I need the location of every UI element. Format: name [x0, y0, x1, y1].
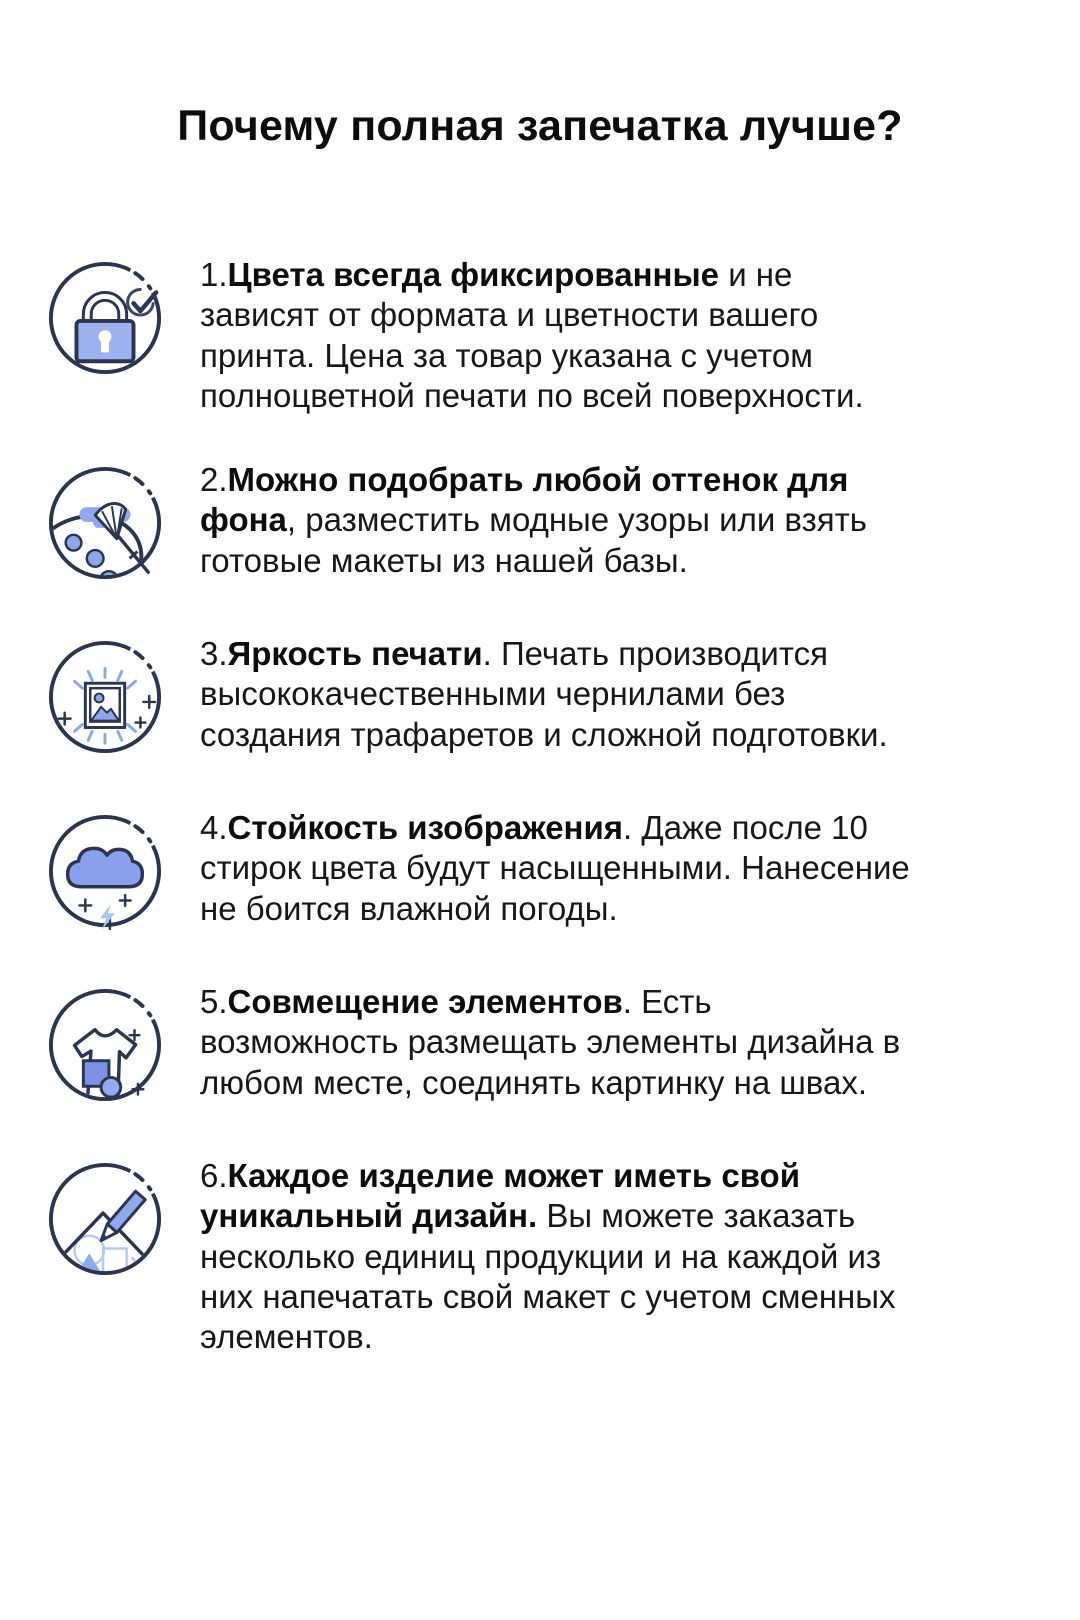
list-item	[46, 635, 1030, 756]
list-item	[46, 983, 1030, 1104]
benefit-number: 1.	[200, 256, 228, 293]
benefits-list	[0, 256, 1080, 1357]
pencil-design-icon	[46, 1160, 164, 1278]
benefit-text	[200, 255, 910, 416]
list-item	[46, 256, 1030, 416]
benefit-number: 2.	[200, 461, 228, 498]
benefit-bold: Совмещение элементов	[227, 983, 623, 1020]
benefit-rest: и не зависят от формата и цветности вашего принта. Цена за товар указана с учетом полноцветной печати по всей поверхности.	[200, 256, 864, 414]
benefit-rest: . Печать производится высококачественными чернилами без создания трафаретов и сложной подготовки.	[200, 635, 888, 753]
benefit-number: 6.	[200, 1157, 228, 1194]
tshirt-elements-icon	[46, 986, 164, 1104]
bright-image-icon	[46, 638, 164, 756]
benefit-bold: Каждое изделие может иметь свой уникальный дизайн.	[200, 1157, 801, 1235]
benefit-bold: Цвета всегда фиксированные	[227, 256, 720, 293]
benefit-bold: Можно подобрать любой оттенок для фона	[200, 461, 849, 539]
benefit-rest: . Даже после 10 стирок цвета будут насыщенными. Нанесение не боится влажной погоды.	[200, 809, 910, 927]
list-item	[46, 1157, 1030, 1357]
benefit-bold: Яркость печати	[227, 635, 483, 672]
list-item	[46, 461, 1030, 582]
benefit-number: 3.	[200, 635, 228, 672]
list-item	[46, 809, 1030, 930]
page-title: Почему полная запечатка лучше?	[177, 102, 903, 150]
palette-brush-icon	[46, 464, 164, 582]
benefit-bold: Стойкость изображения	[227, 809, 624, 846]
weather-cloud-icon	[46, 812, 164, 930]
benefit-rest: , разместить модные узоры или взять готовые макеты из нашей базы.	[200, 501, 867, 579]
benefit-text	[200, 460, 910, 581]
lock-check-icon	[46, 259, 164, 377]
benefit-text	[200, 634, 910, 755]
benefit-rest: Вы можете заказать несколько единиц продукции и на каждой из них напечатать свой макет с учетом сменных элементов.	[200, 1197, 896, 1355]
benefit-number: 4.	[200, 809, 228, 846]
benefit-number: 5.	[200, 983, 228, 1020]
benefit-text	[200, 1156, 910, 1357]
benefit-text	[200, 982, 910, 1103]
benefit-text	[200, 808, 910, 929]
benefit-rest: . Есть возможность размещать элементы дизайна в любом месте, соединять картинку на швах.	[200, 983, 901, 1101]
